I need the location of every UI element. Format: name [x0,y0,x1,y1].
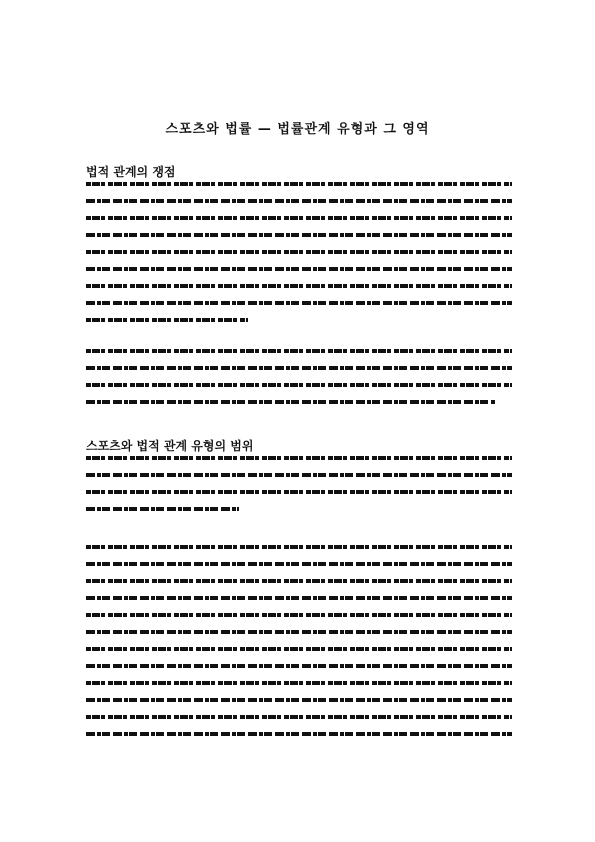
paragraph-line [86,698,512,702]
paragraph-line [86,250,512,254]
paragraph-line [86,383,512,387]
paragraph-line [86,366,512,370]
paragraph-line [86,473,512,477]
paragraph-line [86,233,512,237]
paragraph-line [86,216,512,220]
paragraph-line [86,681,512,685]
paragraph-line [86,630,512,634]
paragraph-line [86,400,495,404]
paragraph-line [86,579,512,583]
paragraph-line [86,664,512,668]
paragraph-line [86,562,512,566]
section-2-paragraph-2 [86,545,512,749]
paragraph-line [86,490,512,494]
document-title: 스포츠와 법률 — 법률관계 유형과 그 영역 [165,122,430,137]
section-1-paragraph-1 [86,182,512,335]
paragraph-line [86,199,512,203]
section-heading-1: 법적 관계의 쟁점 [86,165,176,179]
paragraph-line [86,596,512,600]
paragraph-line [86,301,512,305]
section-2-paragraph-1 [86,456,512,524]
paragraph-line [86,349,512,353]
paragraph-line [86,715,512,719]
paragraph-line [86,647,512,651]
paragraph-line [86,182,512,186]
paragraph-line [86,613,512,617]
section-heading-2: 스포츠와 법적 관계 유형의 범위 [86,439,254,453]
paragraph-line [86,732,512,736]
paragraph-line [86,267,512,271]
paragraph-line [86,545,512,549]
paragraph-line [86,318,248,322]
section-1-paragraph-2 [86,349,512,417]
paragraph-line [86,456,512,460]
paragraph-line [86,507,239,511]
paragraph-line [86,284,512,288]
